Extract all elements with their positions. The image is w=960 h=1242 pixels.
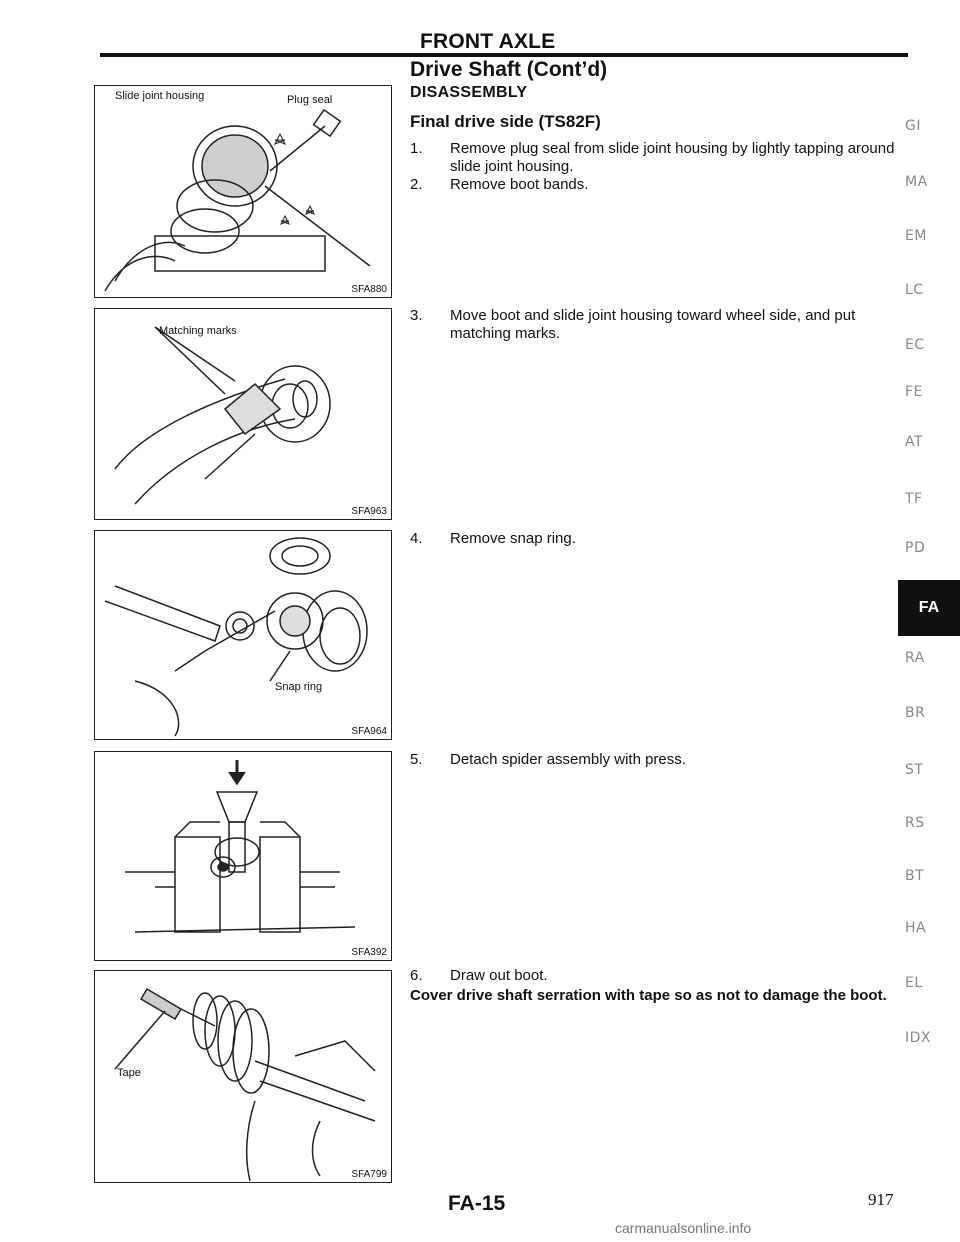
label-matching-marks: Matching marks bbox=[159, 325, 237, 337]
side-tab-ma[interactable]: MA bbox=[905, 174, 928, 190]
matching-marks-illustration bbox=[95, 309, 391, 519]
section-title: Drive Shaft (Cont’d) bbox=[410, 58, 608, 81]
page-header-title: FRONT AXLE bbox=[420, 30, 556, 53]
step-5 bbox=[410, 751, 910, 769]
side-tab-rs[interactable]: RS bbox=[905, 815, 925, 831]
subsection-heading: DISASSEMBLY bbox=[410, 84, 528, 101]
caution-note: Cover drive shaft serration with tape so as not to damage the boot. bbox=[410, 987, 887, 1004]
side-tab-tf[interactable]: TF bbox=[905, 491, 923, 507]
step-1 bbox=[410, 140, 910, 176]
figure-code: SFA963 bbox=[351, 506, 387, 517]
side-tab-em[interactable]: EM bbox=[905, 228, 927, 244]
side-tab-lc[interactable]: LC bbox=[905, 282, 924, 298]
side-tab-fe[interactable]: FE bbox=[905, 384, 923, 400]
page-identifier: FA-15 bbox=[448, 1192, 506, 1215]
label-plug-seal: Plug seal bbox=[287, 94, 333, 106]
step-text: Remove plug seal from slide joint housing by lightly tapping around slide joint housing. bbox=[450, 140, 895, 175]
step-3 bbox=[410, 307, 910, 343]
side-tab-pd[interactable]: PD bbox=[905, 540, 926, 556]
page-number: 917 bbox=[868, 1190, 894, 1209]
side-tab-ha[interactable]: HA bbox=[905, 920, 927, 936]
figure-sfa799 bbox=[94, 970, 392, 1183]
side-tab-fa-active[interactable]: FA bbox=[898, 580, 960, 636]
side-tab-el[interactable]: EL bbox=[905, 975, 923, 991]
side-tab-ra[interactable]: RA bbox=[905, 650, 925, 666]
step-number: 1. bbox=[410, 140, 423, 157]
step-text: Draw out boot. bbox=[450, 967, 548, 984]
step-text: Remove boot bands. bbox=[450, 176, 589, 193]
side-tab-st[interactable]: ST bbox=[905, 762, 924, 778]
side-tab-br[interactable]: BR bbox=[905, 705, 926, 721]
step-number: 3. bbox=[410, 307, 423, 324]
step-6 bbox=[410, 967, 910, 985]
final-drive-heading: Final drive side (TS82F) bbox=[410, 112, 601, 131]
figure-sfa963 bbox=[94, 308, 392, 520]
step-text: Remove snap ring. bbox=[450, 530, 576, 547]
figure-code: SFA799 bbox=[351, 1169, 387, 1180]
side-tab-idx[interactable]: IDX bbox=[905, 1030, 931, 1046]
label-snap-ring: Snap ring bbox=[275, 681, 323, 693]
figure-sfa392 bbox=[94, 751, 392, 961]
figure-code: SFA392 bbox=[351, 947, 387, 958]
step-number: 4. bbox=[410, 530, 423, 547]
side-tab-bt[interactable]: BT bbox=[905, 868, 925, 884]
step-text: Detach spider assembly with press. bbox=[450, 751, 686, 768]
step-2 bbox=[410, 176, 910, 194]
figure-code: SFA964 bbox=[351, 726, 387, 737]
figure-code: SFA880 bbox=[351, 284, 387, 295]
side-tab-ec[interactable]: EC bbox=[905, 337, 925, 353]
watermark-text: carmanualsonline.info bbox=[615, 1220, 752, 1236]
label-slide-joint-housing: Slide joint housing bbox=[115, 90, 205, 102]
snap-ring-illustration bbox=[95, 531, 391, 739]
step-number: 6. bbox=[410, 967, 423, 984]
step-4 bbox=[410, 530, 910, 548]
plug-seal-illustration bbox=[95, 86, 391, 297]
label-tape: Tape bbox=[117, 1067, 141, 1079]
side-tab-gi[interactable]: GI bbox=[905, 118, 921, 134]
press-illustration bbox=[95, 752, 391, 960]
step-text: Move boot and slide joint housing toward wheel side, and put matching marks. bbox=[450, 307, 856, 342]
figure-sfa964 bbox=[94, 530, 392, 740]
header-rule bbox=[100, 53, 908, 57]
figure-sfa880 bbox=[94, 85, 392, 298]
step-number: 2. bbox=[410, 176, 423, 193]
step-number: 5. bbox=[410, 751, 423, 768]
side-tab-at[interactable]: AT bbox=[905, 434, 924, 450]
